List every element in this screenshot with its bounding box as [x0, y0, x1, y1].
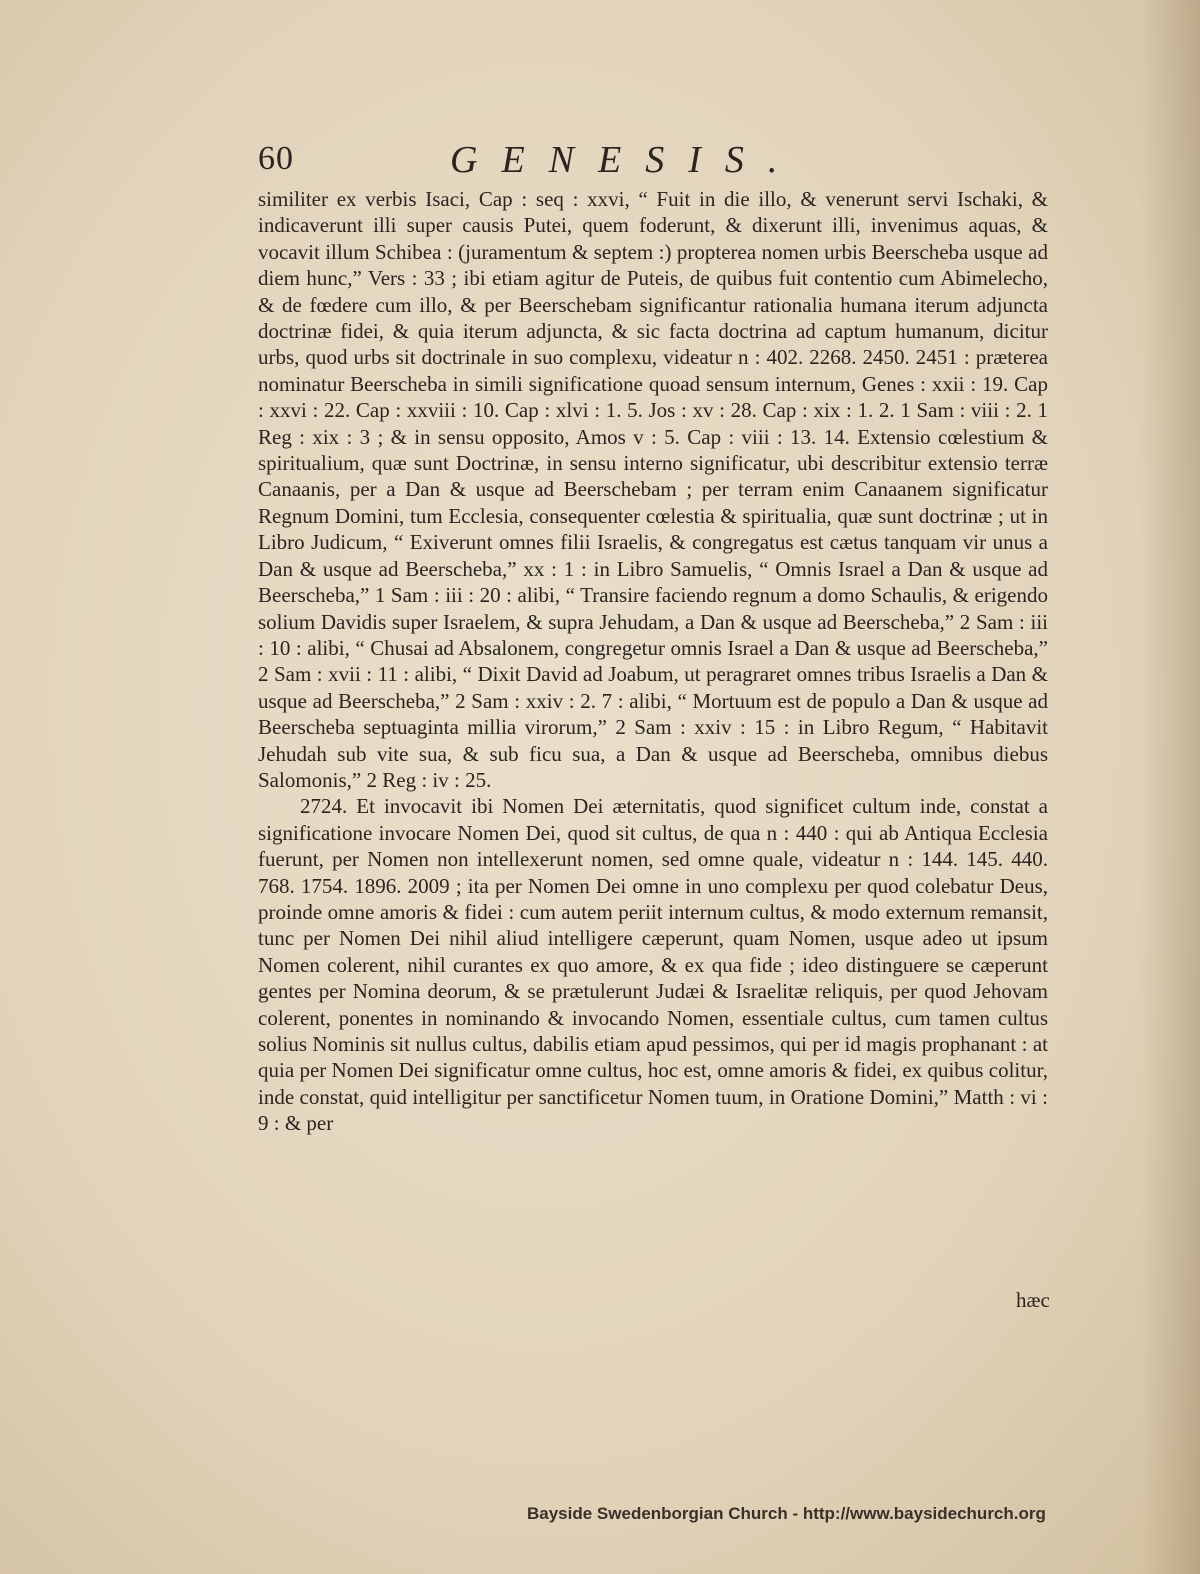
- paragraph-continuation: similiter ex verbis Isaci, Cap : seq : xxvi, “ Fuit in die illo, & venerunt servi Ischaki, & indicaverunt illi super causis Putei, quem foderunt, & dixerunt illi, invenimus aquas, & vocavit illum Schibea : (juramentum & septem :) propterea nomen urbis Beerscheba usque ad diem hunc,” Vers : 33 ; ibi etiam agitur de Puteis, de quibus fuit contentio cum Abimelecho, & de fœdere cum illo, & per Beerschebam significantur rationalia humana iterum adjuncta doctrinæ fidei, & quia iterum adjuncta, & sic facta doctrina ad captum humanum, dicitur urbs, quod urbs sit doctrinale in suo complexu, videatur n : 402. 2268. 2450. 2451 : præterea nominatur Beerscheba in simili significatione quoad sensum internum, Genes : xxii : 19. Cap : xxvi : 22. Cap : xxviii : 10. Cap : xlvi : 1. 5. Jos : xv : 28. Cap : xix : 1. 2. 1 Sam : viii : 2. 1 Reg : xix : 3 ; & in sensu opposito, Amos v : 5. Cap : viii : 13. 14. Extensio cœlestium & spiritualium, quæ sunt Doctrinæ, in sensu interno significatur, ubi describitur extensio terræ Canaanis, per a Dan & usque ad Beerschebam ; per terram enim Canaanem significatur Regnum Domini, tum Ecclesia, consequenter cœlestia & spiritualia, quæ sunt doctrinæ ; ut in Libro Judicum, “ Exiverunt omnes filii Israelis, & congregatus est cætus tanquam vir unus a Dan & usque ad Beerscheba,” xx : 1 : in Libro Samuelis, “ Omnis Israel a Dan & usque ad Beerscheba,” 1 Sam : iii : 20 : alibi, “ Transire faciendo regnum a domo Schaulis, & erigendo solium Davidis super Israelem, & supra Jehudam, a Dan & usque ad Beerscheba,” 2 Sam : iii : 10 : alibi, “ Chusai ad Absalonem, congregetur omnis Israel a Dan & usque ad Beerscheba,” 2 Sam : xvii : 11 : alibi, “ Dixit David ad Joabum, ut peragraret omnes tribus Israelis a Dan & usque ad Beerscheba,” 2 Sam : xxiv : 2. 7 : alibi, “ Mortuum est de populo a Dan & usque ad Beerscheba septuaginta millia virorum,” 2 Sam : xxiv : 15 : in Libro Regum, “ Habitavit Jehudah sub vite sua, & sub ficu sua, a Dan & usque ad Beerscheba, omnibus diebus Salomonis,” 2 Reg : iv : 25.: [258, 187, 1048, 792]
- paragraph-2724: 2724. Et invocavit ibi Nomen Dei æternitatis, quod significet cultum inde, constat a significatione invocare Nomen Dei, quod sit cultus, de qua n : 440 : qui ab Antiqua Ecclesia fuerunt, per Nomen non intellexerunt nomen, sed omne quale, videatur n : 144. 145. 440. 768. 1754. 1896. 2009 ; ita per Nomen Dei omne in uno complexu per quod colebatur Deus, proinde omne amoris & fidei : cum autem periit internum cultus, & modo externum remansit, tunc per Nomen Dei nihil aliud intelligere cæperunt, quam Nomen, usque adeo ut ipsum Nomen colerent, nihil curantes ex quo amore, & ex qua fide ; ideo distinguere se cæperunt gentes per Nomina deorum, & se prætulerunt Judæi & Israelitæ reliquis, per quod Jehovam colerent, ponentes in nominando & invocando Nomen, essentiale cultus, cum tamen cultus solius Nominis sit nullus cultus, dabilis etiam apud pessimos, qui per id magis prophanant : at quia per Nomen Dei significatur omne cultus, hoc est, omne amoris & fidei, ex quibus colitur, inde constat, quid intelligitur per sanctificetur Nomen tuum, in Oratione Domini,” Matth : vi : 9 : & per: [258, 794, 1048, 1136]
- catchword: hæc: [1016, 1288, 1050, 1312]
- page-gutter-shadow: [1140, 0, 1200, 1574]
- page-number: 60: [258, 140, 294, 177]
- running-head: GENESIS.: [450, 139, 802, 181]
- body-text: [258, 186, 1048, 1137]
- page-header: [258, 138, 1058, 188]
- source-credit: Bayside Swedenborgian Church - http://www.baysidechurch.org: [527, 1504, 1046, 1523]
